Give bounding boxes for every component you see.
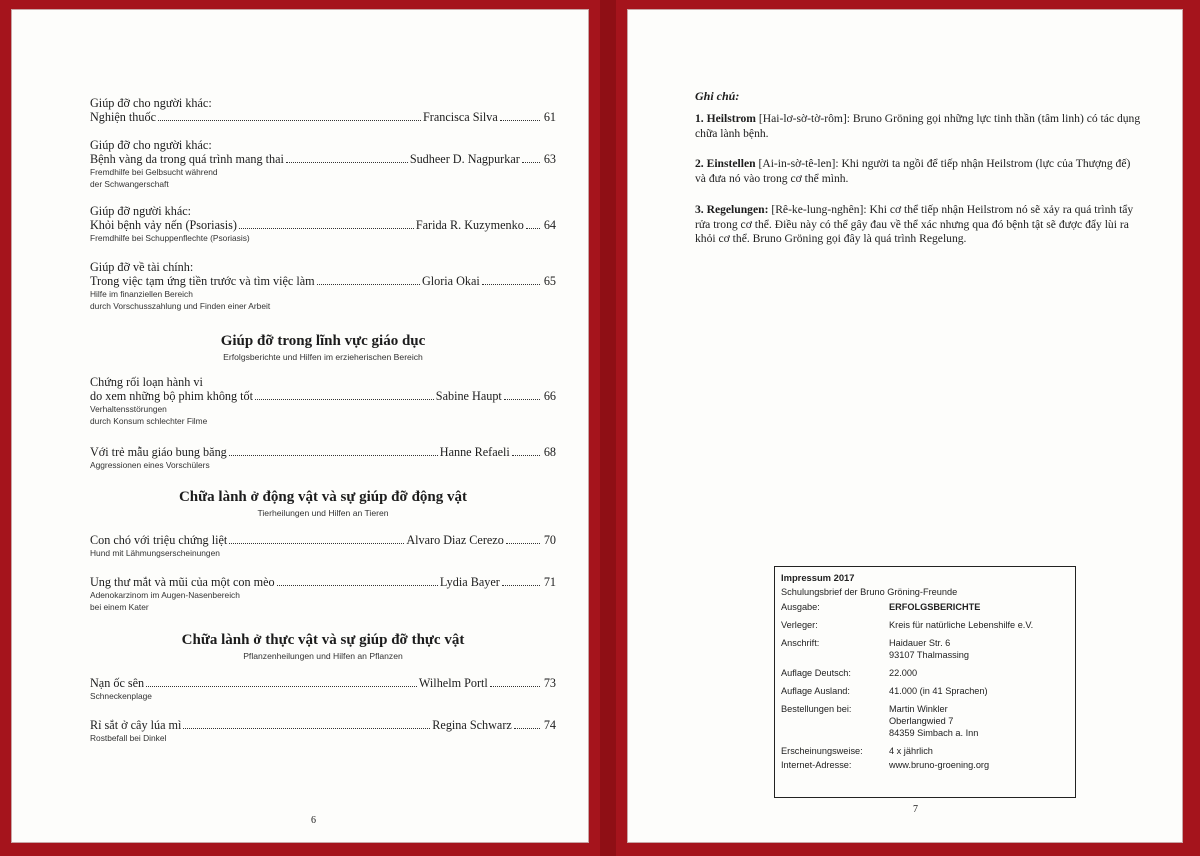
impressum-value: 22.000 [889,668,918,678]
entry-author: Regina Schwarz [432,718,512,732]
entry-title: Với trẻ mẫu giáo bung băng [90,445,227,459]
impressum-row [781,619,1069,631]
section-subtitle: Pflanzenheilungen und Hilfen an Pflanzen [243,651,403,661]
page-number: 6 [311,815,316,826]
entry-subtitle: Fremdhilfe bei Schuppenflechte (Psoriasis) [90,233,250,243]
impressum-row [781,703,1069,739]
toc-entry[interactable] [90,676,556,702]
impressum-key: Verleger: [781,620,818,630]
toc-entry[interactable] [90,138,556,190]
section-heading [90,488,556,520]
binding-gutter [600,0,616,856]
entry-page: 61 [543,110,556,124]
entry-title: Rỉ sắt ở cây lúa mì [90,718,182,732]
entry-page: 65 [543,274,556,288]
entry-subtitle: Rostbefall bei Dinkel [90,733,167,743]
note-term: 1. Heilstrom [695,112,756,125]
entry-author: Wilhelm Portl [418,676,488,690]
page-number: 7 [913,804,918,815]
entry-author: Lydia Bayer [439,575,500,589]
entry-subtitle: Verhaltensstörungen [90,404,167,414]
entry-subtitle: durch Vorschusszahlung und Finden einer Arbeit [90,301,271,311]
entry-title: Trong việc tạm ứng tiền trước và tìm việc làm [90,274,315,288]
impressum-box [774,566,1076,798]
impressum-key: Auflage Deutsch: [781,668,851,678]
toc-entry[interactable] [90,445,556,471]
impressum-key: Bestellungen bei: [781,704,852,714]
left-page [11,9,589,843]
impressum-row [781,601,1069,613]
right-page [627,9,1183,843]
impressum-value: 4 x jährlich [889,746,933,756]
impressum-link[interactable]: www.bruno-groening.org [889,760,990,770]
entry-subtitle: Fremdhilfe bei Gelbsucht während [90,167,218,177]
toc-entry[interactable] [90,204,556,244]
entry-page: 64 [543,218,556,232]
entry-page: 66 [543,389,556,403]
toc-entry[interactable] [90,375,556,427]
section-title: Giúp đỡ trong lĩnh vực giáo dục [220,333,426,349]
entry-page: 74 [543,718,556,732]
impressum-value: ERFOLGSBERICHTE [889,602,981,612]
entry-subtitle: Hund mit Lähmungserscheinungen [90,548,220,558]
impressum-row [781,745,1069,757]
toc-entry[interactable] [90,260,556,312]
entry-title: Con chó với triệu chứng liệt [90,533,228,547]
impressum-row [781,667,1069,679]
impressum-key: Ausgabe: [781,602,820,612]
entry-heading: Giúp đỡ về tài chính: [90,260,194,274]
note-item [695,112,1141,141]
impressum-key: Anschrift: [781,638,820,648]
note-item [695,203,1141,247]
entry-page: 68 [543,445,556,459]
entry-author: Sabine Haupt [435,389,502,403]
impressum-key: Auflage Ausland: [781,686,850,696]
entry-title: Nạn ốc sên [90,676,145,690]
section-heading [90,332,556,364]
entry-subtitle: Schneckenplage [90,691,152,701]
entry-subtitle: bei einem Kater [90,602,149,612]
toc-entry[interactable] [90,575,556,613]
entry-page: 73 [543,676,556,690]
entry-author: Hanne Refaeli [439,445,510,459]
impressum-value: Haidauer Str. 6 [889,638,951,648]
entry-title: Bệnh vàng da trong quá trình mang thai [90,152,284,166]
impressum-value: Oberlangwied 7 [889,716,954,726]
entry-title: Nghiện thuốc [90,110,157,124]
impressum-value: Martin Winkler [889,704,948,714]
impressum-value: Kreis für natürliche Lebenshilfe e.V. [889,620,1034,630]
note-term: 2. Einstellen [695,157,756,170]
entry-title: do xem những bộ phim không tốt [90,389,254,403]
entry-title: Khỏi bệnh vảy nến (Psoriasis) [90,218,237,232]
entry-heading: Giúp đỡ cho người khác: [90,96,212,110]
entry-author: Sudheer D. Nagpurkar [409,152,520,166]
toc-entry[interactable] [90,718,556,744]
entry-subtitle: Adenokarzinom im Augen-Nasenbereich [90,590,240,600]
section-title: Chữa lành ở thực vật và sự giúp đỡ thực vật [181,632,465,648]
entry-author: Farida R. Kuzymenko [415,218,524,232]
note-term: 3. Regelungen: [695,203,769,216]
toc-entry[interactable] [90,533,556,559]
impressum-title: Impressum 2017 [781,572,855,583]
entry-subtitle: der Schwangerschaft [90,179,169,189]
impressum-value: 93107 Thalmassing [889,650,970,660]
impressum-row [781,685,1069,697]
entry-heading: Giúp đỡ người khác: [90,204,192,218]
impressum-key: Internet-Adresse: [781,760,852,770]
note-item [695,157,1141,186]
impressum-row [781,759,1069,771]
notes-title: Ghi chú: [695,89,740,103]
note-text: [Rê-ke-lung-nghên]: Khi cơ thể tiếp nhận Heilstrom nó sẽ xảy ra quá trình tẩy rửa trong cơ thể. Điều này có thể gây đau về thể xác nhưng qua đó bệnh tật sẽ được đẩy lùi ra khỏi cơ thể. Bruno Gröning gọi đây là quá trình Regelung. [695,203,1134,245]
note-text: [Ai-in-sờ-tê-len]: Khi người ta ngồi để tiếp nhận Heilstrom (lực của Thượng đế) và đưa nó vào trong cơ thể mình. [695,157,1131,185]
entry-subtitle: Aggressionen eines Vorschülers [90,460,210,470]
entry-heading: Giúp đỡ cho người khác: [90,138,212,152]
entry-author: Gloria Okai [421,274,480,288]
entry-author: Francisca Silva [423,110,498,124]
entry-subtitle: durch Konsum schlechter Filme [90,416,208,426]
section-subtitle: Erfolgsberichte und Hilfen im erzieherischen Bereich [223,352,423,362]
impressum-value: 84359 Simbach a. Inn [889,728,979,738]
entry-page: 63 [543,152,556,166]
impressum-key: Erscheinungsweise: [781,746,863,756]
note-text: [Hai-lơ-sờ-tờ-rôm]: Bruno Gröning gọi những lực tinh thần (tâm linh) có tác dụng chữa lành bệnh. [695,112,1141,140]
section-heading [90,631,556,663]
entry-title: Ung thư mắt và mũi của một con mèo [90,575,275,589]
entry-subtitle: Hilfe im finanziellen Bereich [90,289,193,299]
entry-page: 70 [543,533,556,547]
entry-page: 71 [543,575,556,589]
entry-author: Alvaro Diaz Cerezo [406,533,504,547]
toc-entry[interactable] [90,96,556,124]
section-subtitle: Tierheilungen und Hilfen an Tieren [257,508,389,518]
impressum-subtitle: Schulungsbrief der Bruno Gröning-Freunde [781,587,958,597]
impressum-value: 41.000 (in 41 Sprachen) [889,686,988,696]
entry-heading: Chứng rối loạn hành vi [90,375,203,389]
section-title: Chữa lành ở động vật và sự giúp đỡ động vật [178,489,468,505]
impressum-row [781,637,1069,661]
